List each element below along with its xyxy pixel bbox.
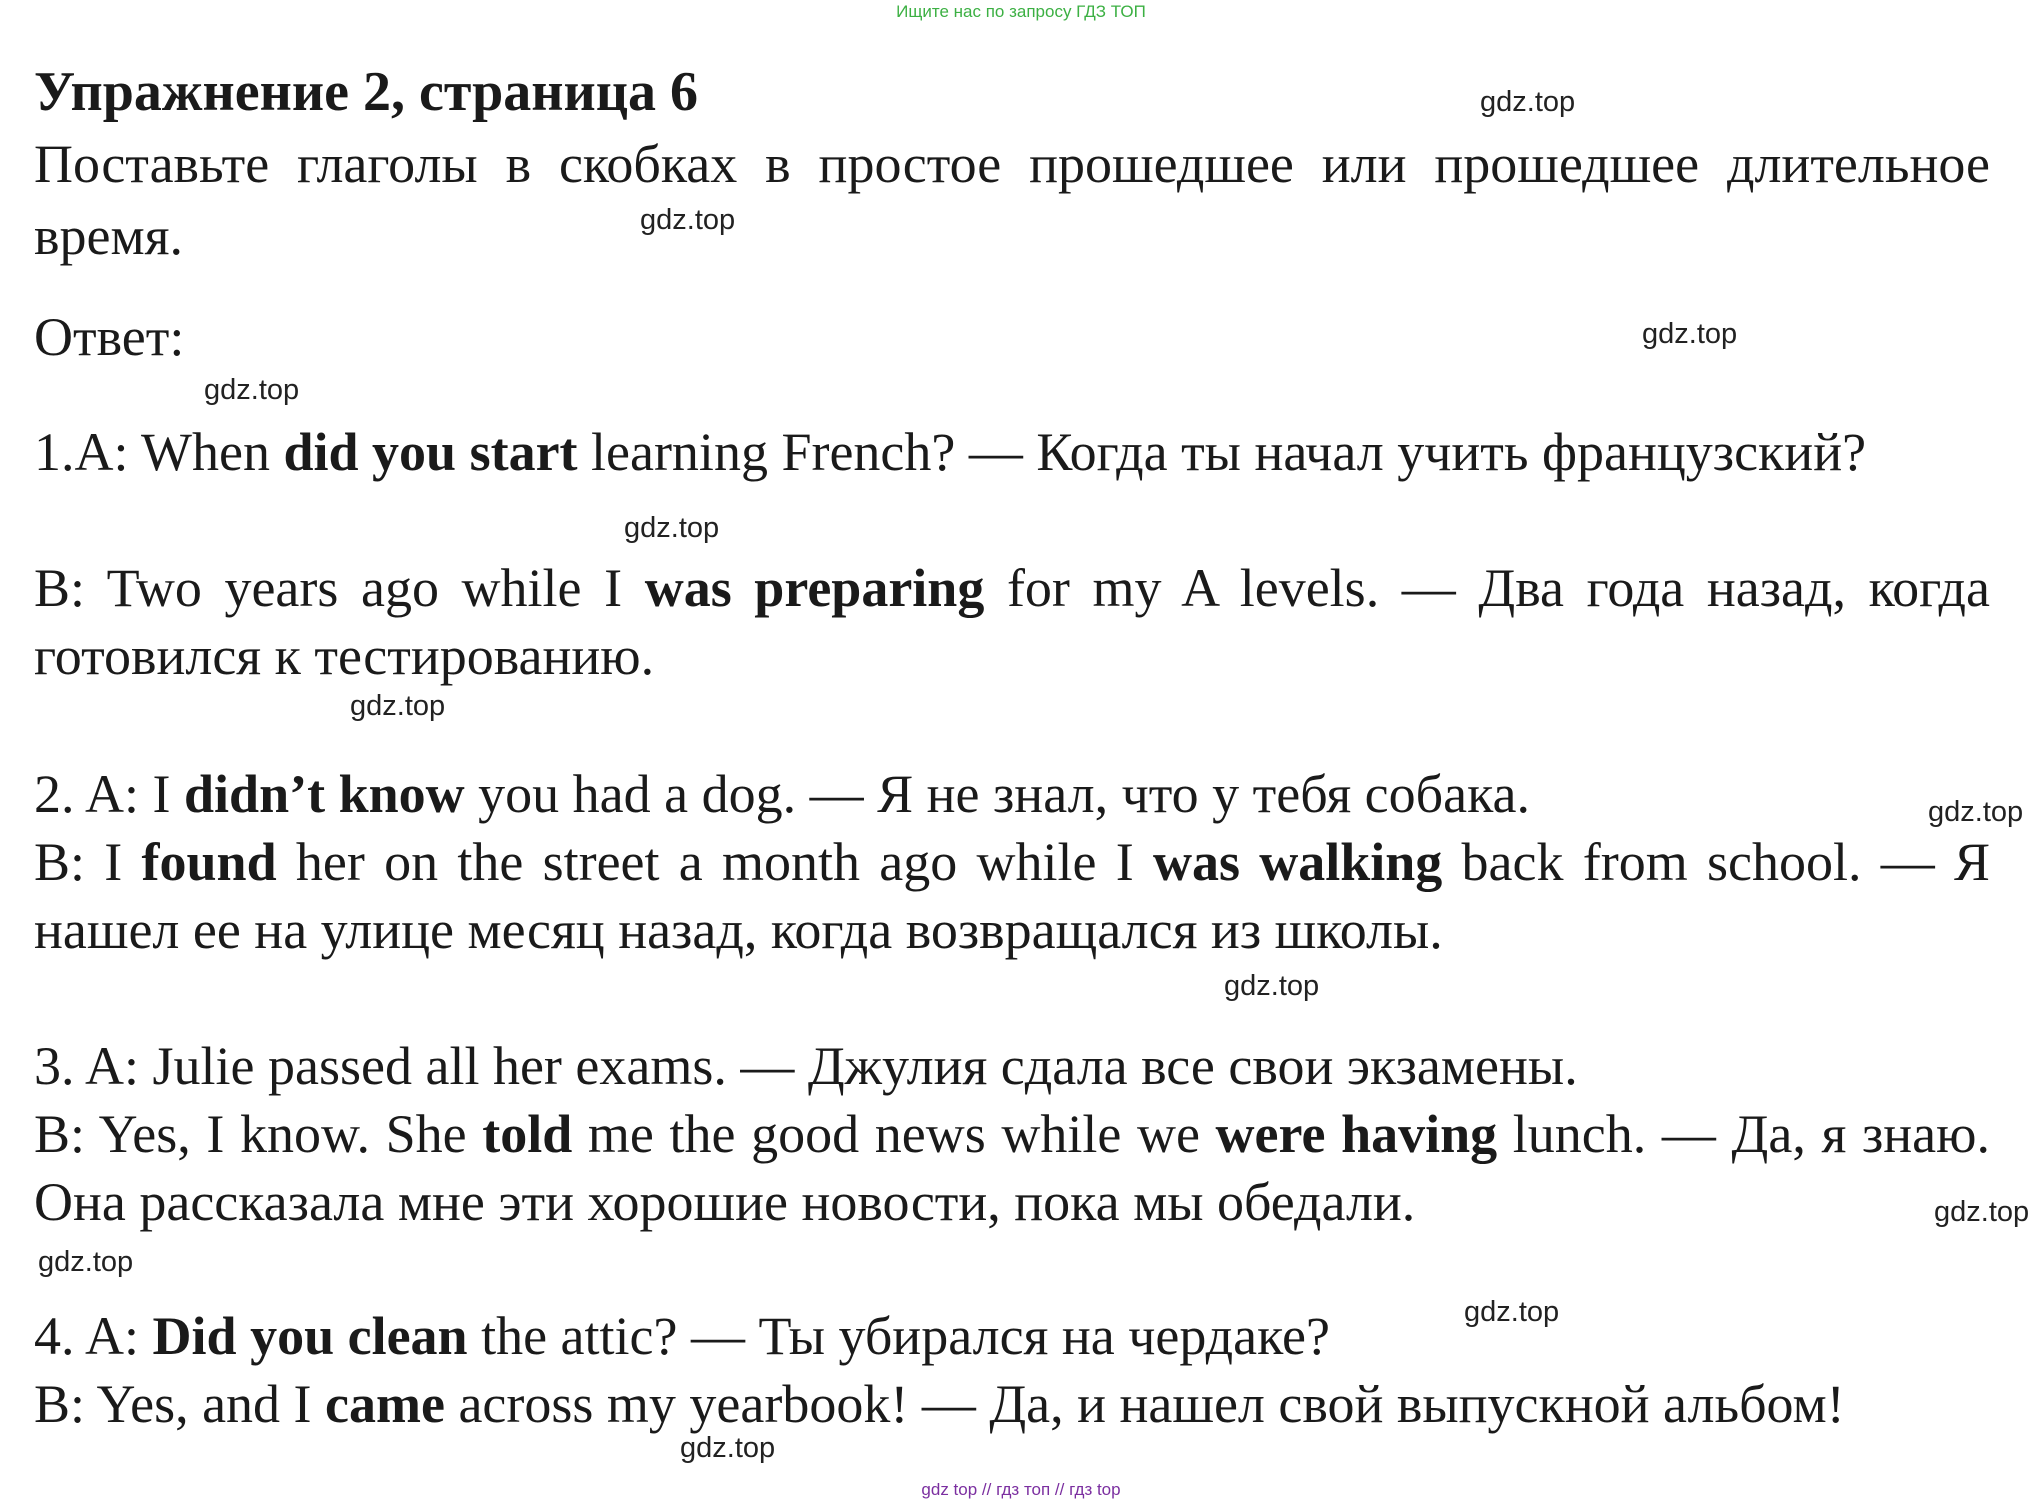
item-4-b-answer: came <box>325 1374 445 1434</box>
item-1-a-answer: did you start <box>283 422 578 482</box>
item-1-a-text: 1.A: When <box>34 422 284 482</box>
item-2-a-rest: you had a dog. — Я не знал, что у тебя собака. <box>464 764 1530 824</box>
item-3-b-answer-1: told <box>482 1104 573 1164</box>
item-2-a <box>34 760 1990 828</box>
item-2-b-answer-2: was walking <box>1152 832 1443 892</box>
watermark: gdz.top <box>1928 796 2024 828</box>
item-4-b-rest: across my yearbook! — Да, и нашел свой выпускной альбом! <box>444 1374 1845 1434</box>
watermark: gdz.top <box>350 690 446 722</box>
item-1-a <box>34 418 1990 486</box>
item-2-b-answer-1: found <box>141 832 277 892</box>
item-4-a <box>34 1302 1990 1370</box>
item-4-a-text: 4. A: <box>34 1306 153 1366</box>
watermark: gdz.top <box>680 1432 776 1464</box>
watermark: gdz.top <box>1642 318 1738 350</box>
item-2-a-text: 2. A: I <box>34 764 185 824</box>
item-3-b-rest: lunch. — Да, я знаю. Она рассказала мне эти хорошие новости, пока мы обедали. <box>34 1104 1990 1232</box>
item-2-b-text: B: I <box>34 832 142 892</box>
item-1-b <box>34 554 1990 690</box>
item-1-b-answer: was preparing <box>644 558 985 618</box>
watermark: gdz.top <box>38 1246 134 1278</box>
task-text: Поставьте глаголы в скобках в простое прошедшее или прошедшее длительное время. <box>34 134 1990 266</box>
item-4-a-answer: Did you clean <box>152 1306 468 1366</box>
item-3-b-answer-2: were having <box>1215 1104 1498 1164</box>
watermark: gdz.top <box>624 512 720 544</box>
item-2-b <box>34 828 1990 964</box>
item-2-b-mid: her on the street a month ago while I <box>276 832 1153 892</box>
item-4-b <box>34 1370 1990 1438</box>
item-4-b-text: B: Yes, and I <box>34 1374 326 1434</box>
watermark: gdz.top <box>204 374 300 406</box>
item-4-a-rest: the attic? — Ты убирался на чердаке? <box>467 1306 1330 1366</box>
page-title: Упражнение 2, страница 6 <box>34 61 699 123</box>
item-1-a-rest: learning French? — Когда ты начал учить французский? <box>577 422 1867 482</box>
item-3-a <box>34 1032 1990 1100</box>
watermark: gdz.top <box>640 204 736 236</box>
top-banner: Ищите нас по запросу ГДЗ ТОП <box>896 2 1146 21</box>
watermark: gdz.top <box>1464 1296 1560 1328</box>
watermark: gdz.top <box>1934 1196 2030 1228</box>
item-3-b-text: B: Yes, I know. She <box>34 1104 483 1164</box>
item-3-a-text: 3. A: Julie passed all her exams. — Джулия сдала все свои экзамены. <box>34 1036 1578 1096</box>
item-3-b-mid: me the good news while we <box>572 1104 1216 1164</box>
watermark: gdz.top <box>1480 86 1576 118</box>
item-3-b <box>34 1100 1990 1236</box>
item-1-b-text: B: Two years ago while I <box>34 558 645 618</box>
bottom-banner: gdz top // гдз топ // гдз top <box>921 1480 1121 1499</box>
item-2-a-answer: didn’t know <box>184 764 465 824</box>
item-2-b-rest: back from school. — Я нашел ее на улице месяц назад, когда возвращался из школы. <box>34 832 1990 960</box>
answer-label: Ответ: <box>34 307 185 367</box>
watermark: gdz.top <box>1224 970 1320 1002</box>
item-1-b-rest: for my A levels. — Два года назад, когда готовился к тестированию. <box>34 558 1990 686</box>
